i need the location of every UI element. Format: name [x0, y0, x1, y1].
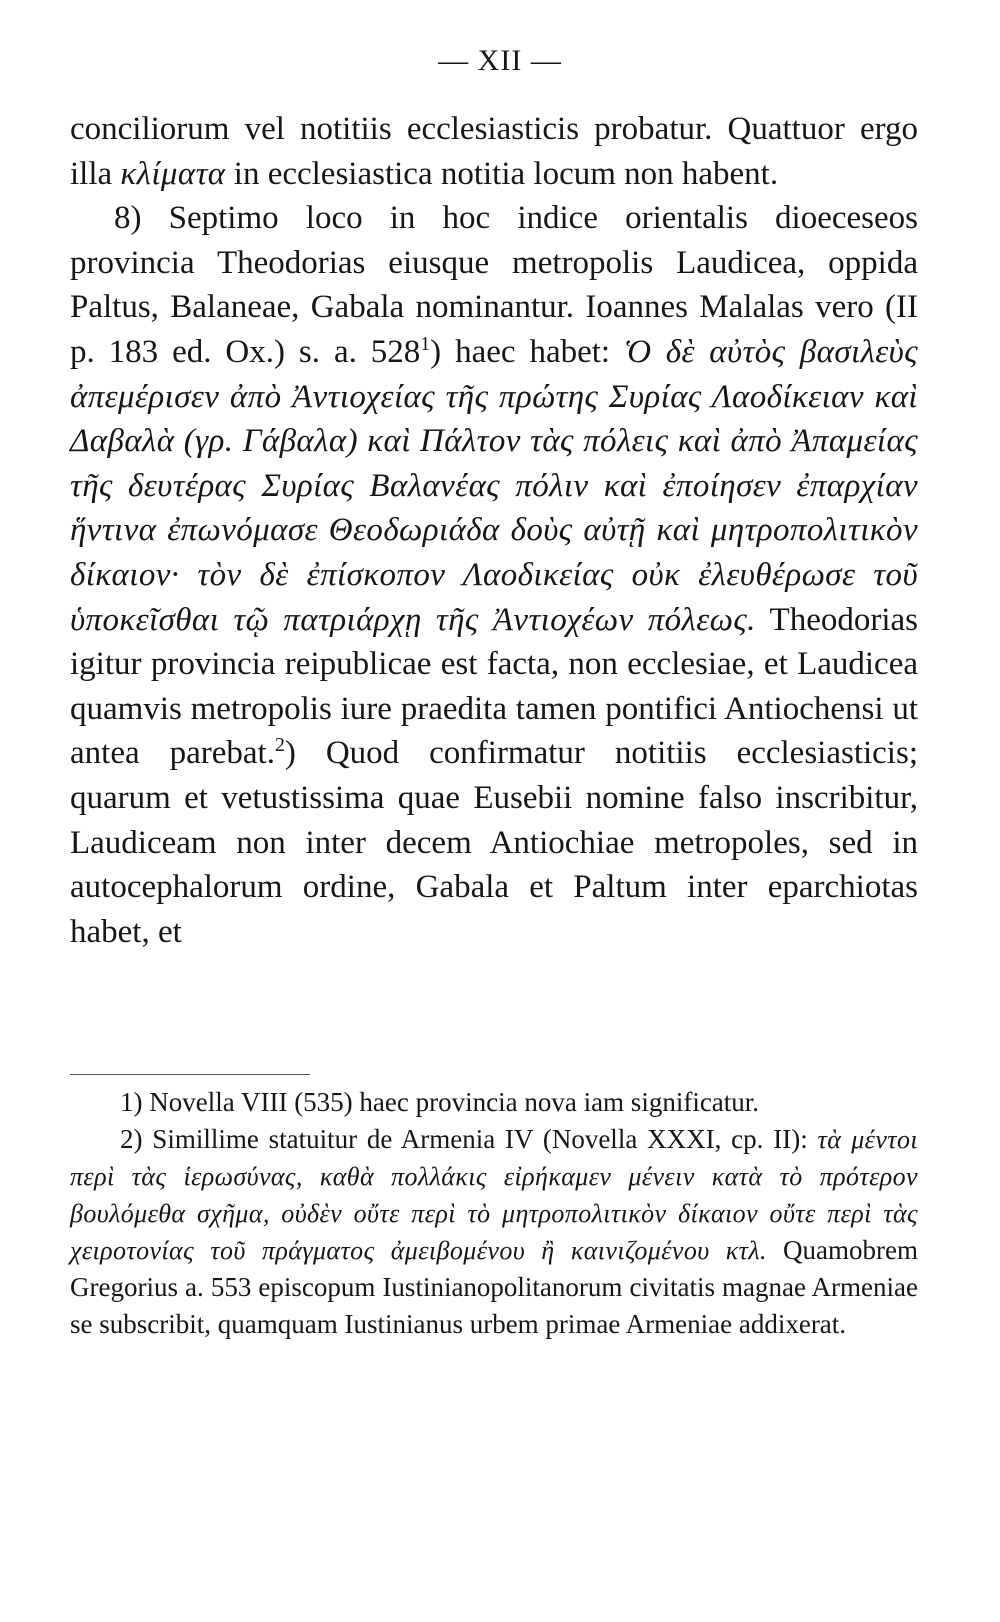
- text-run: Quamobrem Gregorius a. 553 episcopum Iustinianopolitanorum civitatis magnae Armeniae se subscribit, quamquam Iustinianus urbem primae Armeniae addixerat.: [70, 1235, 918, 1339]
- text-run: conciliorum vel notitiis ecclesiasticis probatur. Quattuor ergo illa: [70, 111, 918, 192]
- greek-term: κλίματα: [120, 155, 226, 192]
- footnote-ref-1: 1: [420, 333, 431, 356]
- text-run: ) haec habet:: [430, 333, 625, 370]
- footnote-ref-2: 2: [274, 734, 285, 757]
- text-run: 8) Septimo loco in hoc indice orientalis dioeceseos provincia Theodorias eiusque metropolis Laudicea, oppida Paltus, Balaneae, Gabala nominantur. Ioannes Malalas vero (II p. 183 ed. Ox.) s. a. 528: [70, 200, 918, 370]
- footnote-2: [70, 1121, 918, 1343]
- greek-quotation: τὰ μέντοι περὶ τὰς ἱερωσύνας, καθὰ πολλάκις εἰρήκαμεν μένειν κατὰ τὸ πρότερον βουλόμεθα σχῆμα, οὐδὲν οὔτε περὶ τὸ μητροπολιτικὸν δίκαιον οὔτε περὶ τὰς χειροτονίας τοῦ πράγματος ἀμειβομένου ἢ καινιζομένου κτλ.: [70, 1125, 918, 1265]
- footnote-1: 1) Novella VIII (535) haec provincia nova iam significatur.: [120, 1087, 760, 1117]
- main-text: [70, 107, 918, 954]
- text-run: Theodorias igitur provincia reipublicae est facta, non ecclesiae, et Laudicea quamvis metropolis iure praedita tamen pontifici Antiochensi ut antea parebat.: [70, 601, 919, 772]
- text-run: in ecclesiastica notitia locum non habent.: [225, 155, 779, 192]
- text-run: ) Quod confirmatur notitiis ecclesiasticis; quarum et vetustissima quae Eusebii nomine falso inscribitur, Laudiceam non inter decem Antiochiae metropoles, sed in autocephalorum ordine, Gabala et Paltum inter eparchiotas habet, et: [70, 735, 918, 950]
- page-number-header: — XII —: [438, 44, 562, 77]
- paragraph-continuation: [70, 107, 918, 196]
- text-run: 2) Simillime statuitur de Armenia IV (Novella XXXI, cp. II):: [120, 1124, 818, 1154]
- footnote-separator: [70, 1074, 310, 1075]
- paragraph-section-8: [70, 196, 918, 954]
- greek-quotation: Ὁ δὲ αὐτὸς βασιλεὺς ἀπεμέρισεν ἀπὸ Ἀντιοχείας τῆς πρώτης Συρίας Λαοδίκειαν καὶ Δαβαλὰ (γρ. Γάβαλα) καὶ Πάλτον τὰς πόλεις καὶ ἀπὸ Ἀπαμείας τῆς δευτέρας Συρίας Βαλανέας πόλιν καὶ ἐποίησεν ἐπαρχίαν ἥντινα ἐπωνόμασε Θεοδωριάδα δοὺς αὐτῇ καὶ μητροπολιτικὸν δίκαιον· τὸν δὲ ἐπίσκοπον Λαοδικείας οὐκ ἐλευθέρωσε τοῦ ὑποκεῖσθαι τῷ πατριάρχῃ τῆς Ἀντιοχέων πόλεως.: [70, 333, 918, 638]
- footnotes: [70, 1084, 918, 1343]
